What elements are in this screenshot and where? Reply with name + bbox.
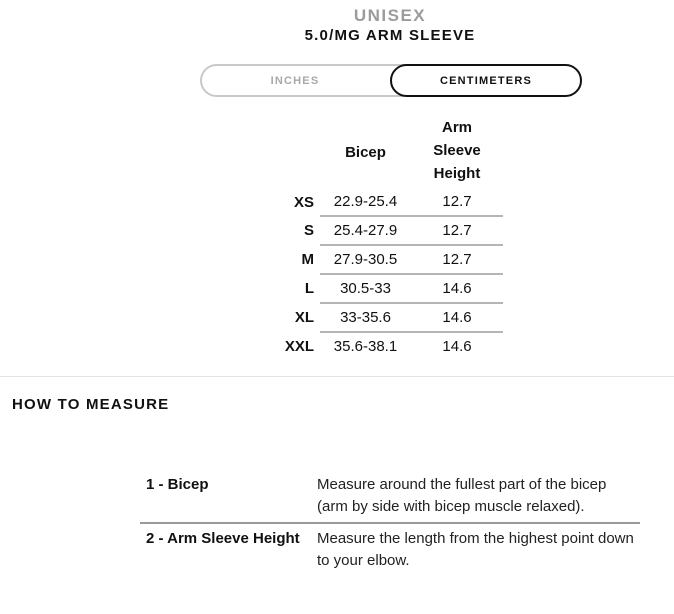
size-column-header [284, 116, 320, 188]
section-divider [0, 376, 674, 377]
height-value: 12.7 [411, 216, 503, 245]
inches-toggle-button[interactable]: INCHES [270, 74, 320, 87]
size-table-header-row [284, 116, 503, 188]
height-value: 14.6 [442, 338, 472, 355]
size-label: XS [293, 193, 314, 211]
centimeters-toggle-button[interactable]: CENTIMETERS [390, 64, 582, 97]
how-to-measure-list [140, 474, 640, 572]
table-row [284, 303, 503, 332]
height-header-line-2: Sleeve [433, 142, 481, 159]
product-category: UNISEX [353, 6, 427, 25]
size-label: XL [294, 309, 314, 326]
product-header [0, 6, 674, 45]
height-value: 14.6 [411, 303, 503, 332]
height-value: 12.7 [411, 245, 503, 274]
product-title: 5.0/MG ARM SLEEVE [304, 27, 476, 44]
unit-toggle[interactable] [200, 64, 580, 97]
bicep-value: 35.6-38.1 [333, 338, 398, 355]
bicep-value: 25.4-27.9 [320, 216, 411, 245]
size-chart-table [284, 116, 503, 360]
list-item [140, 524, 640, 572]
size-label: XXL [284, 337, 314, 355]
arm-sleeve-height-column-header [411, 116, 503, 188]
bicep-value: 22.9-25.4 [320, 188, 411, 216]
size-label: M [301, 251, 314, 268]
how-to-measure-heading: HOW TO MEASURE [12, 396, 170, 413]
table-row [284, 332, 503, 360]
list-item [140, 474, 640, 524]
table-row [284, 274, 503, 303]
table-row [284, 216, 503, 245]
table-row [284, 245, 503, 274]
size-label: L [304, 280, 314, 297]
table-row [284, 188, 503, 216]
bicep-value: 27.9-30.5 [320, 245, 411, 274]
height-header-line-1: Arm [441, 119, 472, 136]
bicep-value: 30.5-33 [320, 274, 411, 303]
measure-item-name: 2 - Arm Sleeve Height [146, 530, 300, 547]
bicep-column-header: Bicep [345, 143, 386, 161]
measure-item-description: Measure the length from the highest point down to your elbow. [317, 530, 634, 569]
bicep-value: 33-35.6 [320, 303, 411, 332]
size-label: S [303, 222, 314, 239]
measure-item-name: 1 - Bicep [146, 476, 209, 493]
height-value: 14.6 [411, 274, 503, 303]
height-value: 12.7 [411, 188, 503, 216]
height-header-line-3: Height [433, 165, 481, 182]
measure-item-description: Measure around the fullest part of the bicep (arm by side with bicep muscle relaxed). [317, 476, 607, 515]
